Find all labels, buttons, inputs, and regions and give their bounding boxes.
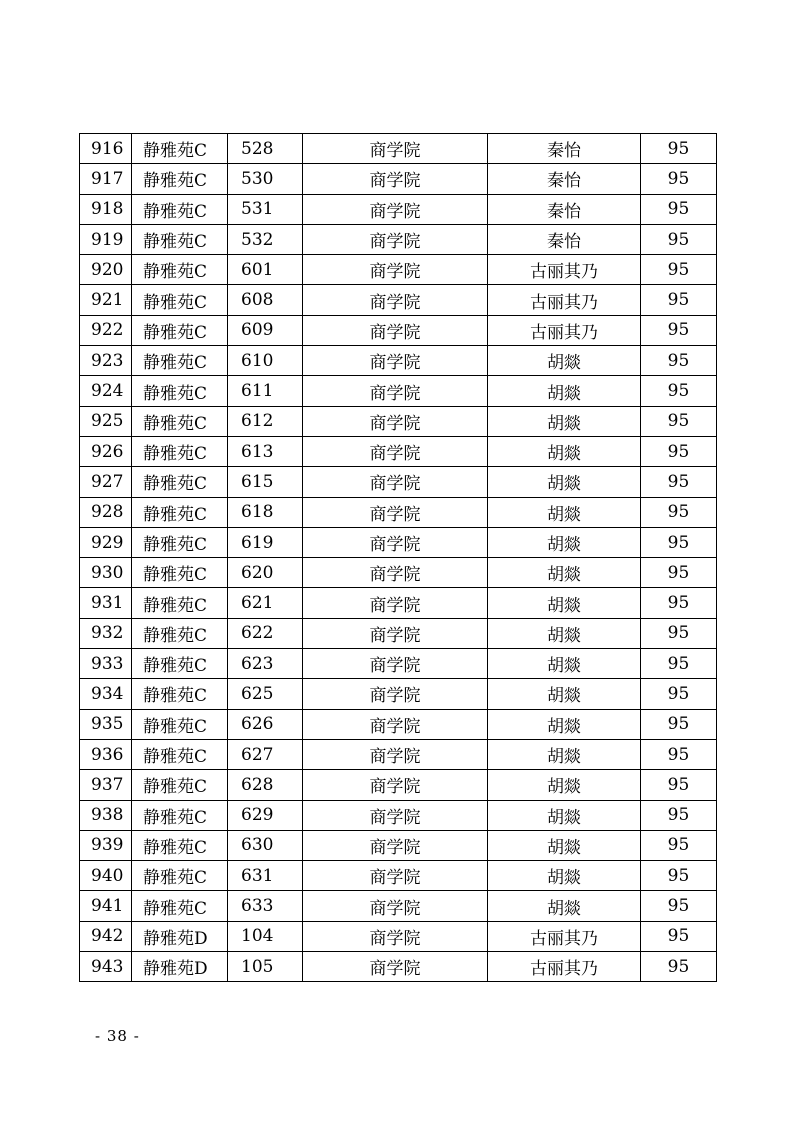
cell-counselor: 胡燚	[488, 679, 641, 709]
cell-room: 619	[228, 527, 303, 557]
cell-number: 929	[80, 527, 132, 557]
cell-number: 926	[80, 436, 132, 466]
cell-building: 静雅苑C	[132, 285, 228, 315]
cell-score: 95	[641, 952, 717, 982]
cell-college: 商学院	[303, 558, 488, 588]
cell-room: 613	[228, 436, 303, 466]
cell-room: 626	[228, 709, 303, 739]
cell-counselor: 古丽其乃	[488, 921, 641, 951]
cell-counselor: 古丽其乃	[488, 315, 641, 345]
table-row	[80, 376, 717, 406]
cell-college: 商学院	[303, 527, 488, 557]
cell-score: 95	[641, 346, 717, 376]
cell-number: 937	[80, 770, 132, 800]
cell-building: 静雅苑C	[132, 134, 228, 164]
cell-building: 静雅苑C	[132, 194, 228, 224]
cell-building: 静雅苑C	[132, 406, 228, 436]
cell-college: 商学院	[303, 588, 488, 618]
cell-room: 610	[228, 346, 303, 376]
cell-score: 95	[641, 224, 717, 254]
cell-building: 静雅苑C	[132, 649, 228, 679]
cell-building: 静雅苑C	[132, 315, 228, 345]
cell-score: 95	[641, 134, 717, 164]
cell-building: 静雅苑C	[132, 255, 228, 285]
page-number: - 38 -	[95, 1027, 140, 1045]
cell-college: 商学院	[303, 739, 488, 769]
cell-room: 630	[228, 830, 303, 860]
cell-college: 商学院	[303, 376, 488, 406]
table-row	[80, 285, 717, 315]
cell-college: 商学院	[303, 618, 488, 648]
cell-number: 920	[80, 255, 132, 285]
cell-score: 95	[641, 709, 717, 739]
cell-number: 934	[80, 679, 132, 709]
cell-building: 静雅苑C	[132, 436, 228, 466]
cell-score: 95	[641, 194, 717, 224]
table-row	[80, 952, 717, 982]
cell-number: 921	[80, 285, 132, 315]
cell-building: 静雅苑C	[132, 861, 228, 891]
cell-college: 商学院	[303, 436, 488, 466]
cell-number: 924	[80, 376, 132, 406]
table-row	[80, 739, 717, 769]
cell-score: 95	[641, 497, 717, 527]
table-row	[80, 921, 717, 951]
cell-number: 941	[80, 891, 132, 921]
cell-counselor: 胡燚	[488, 588, 641, 618]
cell-room: 621	[228, 588, 303, 618]
cell-number: 940	[80, 861, 132, 891]
cell-score: 95	[641, 739, 717, 769]
cell-room: 532	[228, 224, 303, 254]
table-row	[80, 558, 717, 588]
cell-counselor: 古丽其乃	[488, 255, 641, 285]
cell-counselor: 胡燚	[488, 830, 641, 860]
cell-counselor: 秦怡	[488, 164, 641, 194]
cell-room: 612	[228, 406, 303, 436]
cell-counselor: 胡燚	[488, 709, 641, 739]
cell-counselor: 胡燚	[488, 497, 641, 527]
cell-room: 611	[228, 376, 303, 406]
cell-college: 商学院	[303, 255, 488, 285]
cell-building: 静雅苑C	[132, 800, 228, 830]
cell-counselor: 胡燚	[488, 649, 641, 679]
cell-room: 528	[228, 134, 303, 164]
cell-number: 942	[80, 921, 132, 951]
cell-score: 95	[641, 588, 717, 618]
cell-college: 商学院	[303, 224, 488, 254]
table-row	[80, 497, 717, 527]
table-row	[80, 436, 717, 466]
table-row	[80, 709, 717, 739]
cell-building: 静雅苑C	[132, 467, 228, 497]
cell-room: 615	[228, 467, 303, 497]
cell-college: 商学院	[303, 800, 488, 830]
cell-college: 商学院	[303, 861, 488, 891]
table-row	[80, 527, 717, 557]
cell-counselor: 胡燚	[488, 558, 641, 588]
cell-counselor: 胡燚	[488, 770, 641, 800]
cell-building: 静雅苑C	[132, 770, 228, 800]
table-row	[80, 891, 717, 921]
cell-score: 95	[641, 649, 717, 679]
cell-building: 静雅苑C	[132, 527, 228, 557]
cell-college: 商学院	[303, 649, 488, 679]
cell-score: 95	[641, 315, 717, 345]
cell-building: 静雅苑D	[132, 921, 228, 951]
cell-building: 静雅苑C	[132, 224, 228, 254]
cell-score: 95	[641, 527, 717, 557]
table-row	[80, 800, 717, 830]
table-row	[80, 255, 717, 285]
cell-room: 531	[228, 194, 303, 224]
cell-score: 95	[641, 467, 717, 497]
cell-college: 商学院	[303, 952, 488, 982]
cell-college: 商学院	[303, 467, 488, 497]
cell-number: 927	[80, 467, 132, 497]
cell-room: 601	[228, 255, 303, 285]
cell-room: 105	[228, 952, 303, 982]
cell-building: 静雅苑C	[132, 164, 228, 194]
table-row	[80, 134, 717, 164]
cell-college: 商学院	[303, 315, 488, 345]
cell-counselor: 秦怡	[488, 194, 641, 224]
cell-room: 618	[228, 497, 303, 527]
cell-score: 95	[641, 891, 717, 921]
cell-score: 95	[641, 830, 717, 860]
cell-counselor: 胡燚	[488, 739, 641, 769]
cell-counselor: 胡燚	[488, 861, 641, 891]
cell-score: 95	[641, 558, 717, 588]
cell-counselor: 胡燚	[488, 436, 641, 466]
table-row	[80, 679, 717, 709]
cell-counselor: 古丽其乃	[488, 285, 641, 315]
cell-building: 静雅苑C	[132, 497, 228, 527]
cell-number: 932	[80, 618, 132, 648]
cell-counselor: 胡燚	[488, 891, 641, 921]
cell-room: 622	[228, 618, 303, 648]
cell-number: 917	[80, 164, 132, 194]
cell-counselor: 古丽其乃	[488, 952, 641, 982]
cell-room: 530	[228, 164, 303, 194]
cell-room: 609	[228, 315, 303, 345]
cell-number: 938	[80, 800, 132, 830]
cell-score: 95	[641, 770, 717, 800]
cell-building: 静雅苑C	[132, 558, 228, 588]
cell-college: 商学院	[303, 406, 488, 436]
cell-number: 922	[80, 315, 132, 345]
cell-counselor: 秦怡	[488, 224, 641, 254]
table-row	[80, 861, 717, 891]
cell-score: 95	[641, 285, 717, 315]
cell-building: 静雅苑D	[132, 952, 228, 982]
cell-number: 925	[80, 406, 132, 436]
cell-counselor: 秦怡	[488, 134, 641, 164]
cell-college: 商学院	[303, 921, 488, 951]
cell-college: 商学院	[303, 830, 488, 860]
table-row	[80, 830, 717, 860]
cell-building: 静雅苑C	[132, 618, 228, 648]
cell-room: 627	[228, 739, 303, 769]
cell-college: 商学院	[303, 770, 488, 800]
cell-room: 625	[228, 679, 303, 709]
cell-score: 95	[641, 376, 717, 406]
cell-room: 104	[228, 921, 303, 951]
cell-building: 静雅苑C	[132, 739, 228, 769]
cell-college: 商学院	[303, 891, 488, 921]
cell-number: 939	[80, 830, 132, 860]
cell-room: 623	[228, 649, 303, 679]
cell-counselor: 胡燚	[488, 346, 641, 376]
cell-score: 95	[641, 436, 717, 466]
cell-counselor: 胡燚	[488, 376, 641, 406]
cell-score: 95	[641, 679, 717, 709]
cell-number: 931	[80, 588, 132, 618]
cell-number: 916	[80, 134, 132, 164]
cell-college: 商学院	[303, 497, 488, 527]
cell-building: 静雅苑C	[132, 891, 228, 921]
table-row	[80, 315, 717, 345]
cell-number: 923	[80, 346, 132, 376]
cell-college: 商学院	[303, 346, 488, 376]
cell-score: 95	[641, 618, 717, 648]
cell-college: 商学院	[303, 709, 488, 739]
cell-counselor: 胡燚	[488, 527, 641, 557]
cell-college: 商学院	[303, 194, 488, 224]
cell-score: 95	[641, 255, 717, 285]
cell-number: 933	[80, 649, 132, 679]
cell-room: 629	[228, 800, 303, 830]
table-row	[80, 406, 717, 436]
table-row	[80, 618, 717, 648]
cell-building: 静雅苑C	[132, 830, 228, 860]
dormitory-score-table	[79, 133, 717, 982]
cell-score: 95	[641, 921, 717, 951]
cell-score: 95	[641, 861, 717, 891]
cell-number: 930	[80, 558, 132, 588]
table-row	[80, 770, 717, 800]
cell-number: 919	[80, 224, 132, 254]
table-row	[80, 467, 717, 497]
cell-college: 商学院	[303, 285, 488, 315]
table-row	[80, 224, 717, 254]
cell-building: 静雅苑C	[132, 376, 228, 406]
cell-room: 633	[228, 891, 303, 921]
cell-counselor: 胡燚	[488, 467, 641, 497]
cell-building: 静雅苑C	[132, 679, 228, 709]
cell-score: 95	[641, 406, 717, 436]
cell-building: 静雅苑C	[132, 346, 228, 376]
cell-number: 943	[80, 952, 132, 982]
table-row	[80, 588, 717, 618]
table-row	[80, 346, 717, 376]
cell-college: 商学院	[303, 134, 488, 164]
cell-score: 95	[641, 800, 717, 830]
cell-room: 628	[228, 770, 303, 800]
cell-number: 918	[80, 194, 132, 224]
cell-building: 静雅苑C	[132, 709, 228, 739]
cell-college: 商学院	[303, 164, 488, 194]
cell-counselor: 胡燚	[488, 618, 641, 648]
cell-number: 936	[80, 739, 132, 769]
table-row	[80, 194, 717, 224]
cell-number: 928	[80, 497, 132, 527]
cell-building: 静雅苑C	[132, 588, 228, 618]
cell-number: 935	[80, 709, 132, 739]
cell-college: 商学院	[303, 679, 488, 709]
table-row	[80, 649, 717, 679]
table-row	[80, 164, 717, 194]
cell-room: 631	[228, 861, 303, 891]
cell-counselor: 胡燚	[488, 800, 641, 830]
cell-room: 620	[228, 558, 303, 588]
table-body	[80, 134, 717, 982]
cell-score: 95	[641, 164, 717, 194]
cell-room: 608	[228, 285, 303, 315]
cell-counselor: 胡燚	[488, 406, 641, 436]
